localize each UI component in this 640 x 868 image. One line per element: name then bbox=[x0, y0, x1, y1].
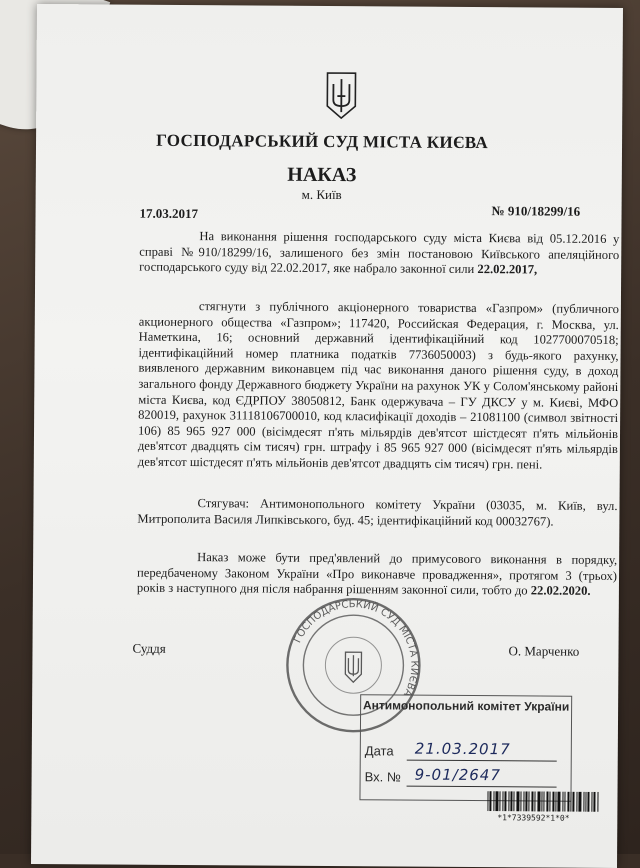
doc-title: НАКАЗ bbox=[287, 163, 357, 187]
paragraph-decision bbox=[139, 229, 619, 279]
stamp-in-line bbox=[407, 786, 557, 788]
doc-date: 17.03.2017 bbox=[139, 205, 199, 222]
document-page bbox=[31, 4, 623, 868]
effective-date: 22.02.2017, bbox=[477, 262, 538, 277]
paragraph-order: стягнути з публічного акціонерного товариства «Газпром» (публичного акционерного общества «Газпром»; 117420, Российская Федерация, г. Москва, ул. Наметкина, 16; основний державний ідентифікаційний код 1027700070518; ідентифікаційний номер платника податків 7736050003) з будь-якого рахунку, виявленого державним виконавцем під час виконання даного рішення суду, в доход загального фонду Державного бюджету України на рахунок УК у Солом'янському районі міста Києва, код ЄДРПОУ 38050812, Банк одержувача – ГУ ДКСУ у м. Києві, МФО 820019, рахунок 31118106700010, код класифікації доходів – 21081100 (символ звітності 106) 85 965 927 000 (вісімдесят п'ять мільярдів дев'ятсот шістдесят п'ять мільйонів дев'ятсот двадцять сім тисяч) грн. штрафу і 85 965 927 000 (вісімдесят п'ять мільярдів дев'ятсот шістдесят п'ять мільйонів дев'ятсот двадцять сім тисяч) грн. пені. bbox=[137, 299, 619, 472]
paragraph-claimant: Стягувач: Антимонопольного комітету України (03035, м. Київ, вул. Митрополита Василя Липківського, буд. 45; ідентифікаційний код 00032767). bbox=[137, 496, 618, 529]
paragraph-enforcement-text: Наказ може бути пред'явлений до примусового виконання в порядку, передбаченому Законом України «Про виконавче провадження», протягом 3 (трьох) років з наступного дня після набрання рішенням законної сили, тобто до bbox=[136, 550, 618, 598]
city: м. Київ bbox=[301, 186, 342, 203]
paragraph-decision-text: На виконання рішення господарського суду міста Києва від 05.12.2016 у справі №910/18299/16, залишеного без змін постановою Київського апеляційного господарського суду від 22.02.2017, яке набрало законної сили bbox=[139, 229, 620, 277]
barcode-number: *1*7339592*1*0* bbox=[497, 813, 570, 823]
stamp-date-line bbox=[407, 760, 557, 762]
seal-text: ГОСПОДАРСЬКИЙ СУД МІСТА КИЄВА bbox=[292, 599, 420, 699]
stamp-in-label: Вх. № bbox=[364, 769, 401, 785]
enforcement-deadline: 22.02.2020. bbox=[530, 583, 591, 599]
case-number: № 910/18299/16 bbox=[491, 203, 581, 219]
stamp-in-value: 9-01/2647 bbox=[414, 765, 501, 785]
barcode-icon bbox=[487, 791, 601, 812]
incoming-stamp bbox=[359, 694, 572, 801]
judge-label: Суддя bbox=[132, 640, 166, 656]
stamp-organization: Антимонопольний комітет України bbox=[362, 698, 570, 714]
paragraph-enforcement bbox=[137, 550, 617, 600]
stamp-date-label: Дата bbox=[364, 743, 394, 759]
judge-name: О. Марченко bbox=[508, 643, 580, 659]
court-name: ГОСПОДАРСЬКИЙ СУД МІСТА КИЄВА bbox=[156, 130, 489, 153]
trident-emblem-icon bbox=[324, 70, 358, 120]
stamp-date-value: 21.03.2017 bbox=[414, 739, 511, 759]
